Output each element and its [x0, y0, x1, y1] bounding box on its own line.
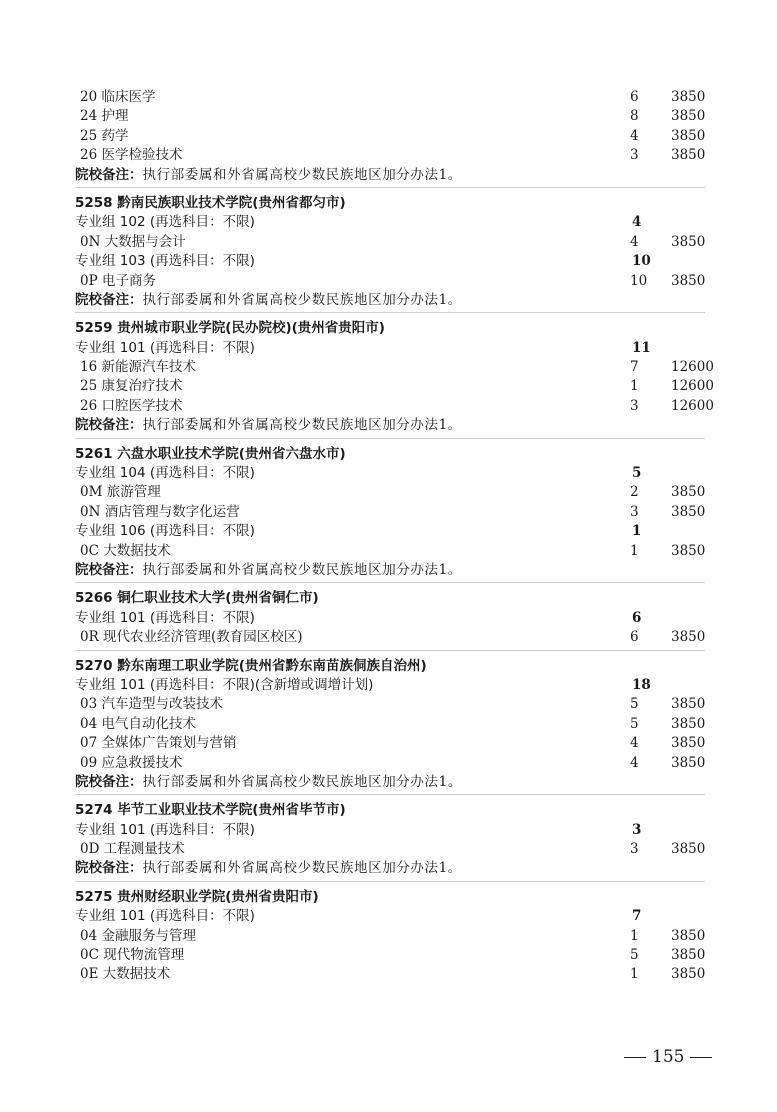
tuition-fee: 3850: [671, 233, 706, 250]
major-row: [0, 377, 777, 396]
major-row: [0, 107, 777, 126]
major-name: 0P 电子商务: [80, 272, 156, 289]
school-header: [0, 888, 777, 907]
major-name: 09 应急救援技术: [80, 754, 183, 771]
school-name: 5275 贵州财经职业学院(贵州省贵阳市): [75, 888, 319, 905]
school-name: 5270 黔东南理工职业学院(贵州省黔东南苗族侗族自治州): [75, 657, 427, 674]
note-content: [75, 416, 462, 435]
major-group-row: [0, 252, 777, 271]
tuition-fee: 12600: [671, 378, 714, 395]
major-group-row: [0, 213, 777, 232]
school-name: 5261 六盘水职业技术学院(贵州省六盘水市): [75, 445, 346, 462]
tuition-fee: 3850: [671, 696, 706, 713]
major-name: 04 金融服务与管理: [80, 927, 196, 944]
major-name: 20 临床医学: [80, 89, 156, 105]
tuition-fee: 3850: [671, 629, 706, 646]
major-row: [0, 695, 777, 714]
footer-dash-right: [690, 1057, 712, 1058]
section-divider: [0, 580, 777, 586]
tuition-fee: 3850: [671, 147, 706, 164]
note-text: 执行部委属和外省属高校少数民族地区加分办法1。: [142, 166, 462, 183]
plan-count: 1: [630, 927, 639, 944]
school-note: [0, 416, 777, 435]
page-number: 155: [652, 1047, 685, 1067]
tuition-fee: 3850: [671, 272, 706, 289]
plan-count: 1: [630, 378, 639, 395]
tuition-fee: 12600: [671, 359, 714, 376]
note-text: 执行部委属和外省属高校少数民族地区加分办法1。: [142, 773, 462, 790]
major-row: [0, 965, 777, 984]
page-footer: [618, 1047, 718, 1067]
plan-count: 7: [632, 908, 642, 925]
school-note: [0, 773, 777, 792]
plan-count: 8: [630, 108, 639, 125]
note-label: 院校备注：: [75, 561, 143, 578]
school-header: [0, 589, 777, 608]
major-row: [0, 397, 777, 416]
major-row: [0, 542, 777, 561]
footer-dash-left: [624, 1057, 646, 1058]
plan-count: 3: [630, 397, 639, 414]
tuition-fee: 3850: [671, 89, 706, 105]
group-name: 专业组 106 (再选科目：不限): [75, 523, 255, 540]
note-label: 院校备注：: [75, 291, 143, 308]
group-name: 专业组 103 (再选科目：不限): [75, 253, 255, 270]
plan-count: 10: [632, 253, 651, 270]
school-header: [0, 319, 777, 338]
section-divider: [0, 310, 777, 316]
major-group-row: [0, 339, 777, 358]
plan-count: 3: [632, 821, 642, 838]
plan-count: 5: [630, 715, 639, 732]
tuition-fee: 3850: [671, 754, 706, 771]
tuition-fee: 3850: [671, 715, 706, 732]
tuition-fee: 3850: [671, 927, 706, 944]
major-row: [0, 715, 777, 734]
major-row: [0, 628, 777, 647]
note-text: 执行部委属和外省属高校少数民族地区加分办法1。: [142, 291, 462, 308]
major-name: 25 药学: [80, 127, 129, 144]
plan-count: 6: [630, 629, 639, 646]
school-note: [0, 859, 777, 878]
major-name: 0D 工程测量技术: [80, 841, 185, 858]
school-name: 5259 贵州城市职业学院(民办院校)(贵州省贵阳市): [75, 320, 385, 337]
note-text: 执行部委属和外省属高校少数民族地区加分办法1。: [142, 417, 462, 434]
major-name: 03 汽车造型与改装技术: [80, 696, 223, 713]
plan-count: 4: [630, 127, 639, 144]
tuition-fee: 3850: [671, 966, 706, 983]
school-name: 5274 毕节工业职业技术学院(贵州省毕节市): [75, 802, 346, 819]
section-divider: [0, 648, 777, 654]
note-label: 院校备注：: [75, 860, 143, 877]
school-note: [0, 561, 777, 580]
plan-count: 5: [630, 696, 639, 713]
major-name: 25 康复治疗技术: [80, 378, 183, 395]
plan-count: 6: [630, 89, 639, 105]
tuition-fee: 3850: [671, 542, 706, 559]
plan-count: 4: [630, 754, 639, 771]
plan-count: 4: [630, 233, 639, 250]
group-name: 专业组 101 (再选科目：不限)(含新增或调增计划): [75, 676, 374, 693]
major-group-row: [0, 522, 777, 541]
school-header: [0, 657, 777, 676]
note-content: [75, 166, 462, 185]
group-name: 专业组 101 (再选科目：不限): [75, 821, 255, 838]
school-header: [0, 194, 777, 213]
major-row: [0, 233, 777, 252]
school-name: 5258 黔南民族职业技术学院(贵州省都匀市): [75, 194, 346, 211]
major-group-row: [0, 907, 777, 926]
group-name: 专业组 104 (再选科目：不限): [75, 465, 255, 482]
plan-count: 4: [630, 735, 639, 752]
school-note: [0, 291, 777, 310]
plan-count: 1: [630, 966, 639, 983]
section-divider: [0, 879, 777, 885]
major-name: 26 口腔医学技术: [80, 397, 183, 414]
major-name: 0C 现代物流管理: [80, 947, 185, 964]
major-name: 16 新能源汽车技术: [80, 359, 196, 376]
major-row: [0, 946, 777, 965]
tuition-fee: 3850: [671, 503, 706, 520]
plan-count: 6: [632, 609, 642, 626]
major-group-row: [0, 464, 777, 483]
school-header: [0, 445, 777, 464]
group-name: 专业组 102 (再选科目：不限): [75, 214, 255, 231]
plan-count: 1: [632, 523, 642, 540]
major-row: [0, 88, 777, 107]
major-row: [0, 754, 777, 773]
plan-count: 2: [630, 484, 639, 501]
admission-plan-list: [0, 88, 777, 985]
note-text: 执行部委属和外省属高校少数民族地区加分办法1。: [142, 561, 462, 578]
major-row: [0, 146, 777, 165]
tuition-fee: 3850: [671, 108, 706, 125]
plan-count: 3: [630, 503, 639, 520]
school-note: [0, 166, 777, 185]
major-row: [0, 503, 777, 522]
major-name: 0N 酒店管理与数字化运营: [80, 503, 240, 520]
tuition-fee: 3850: [671, 484, 706, 501]
major-name: 04 电气自动化技术: [80, 715, 196, 732]
tuition-fee: 3850: [671, 947, 706, 964]
note-content: [75, 561, 462, 580]
note-label: 院校备注：: [75, 773, 143, 790]
note-text: 执行部委属和外省属高校少数民族地区加分办法1。: [142, 860, 462, 877]
section-divider: [0, 185, 777, 191]
tuition-fee: 3850: [671, 127, 706, 144]
note-content: [75, 291, 462, 310]
note-label: 院校备注：: [75, 417, 143, 434]
major-row: [0, 927, 777, 946]
tuition-fee: 3850: [671, 735, 706, 752]
section-divider: [0, 436, 777, 442]
tuition-fee: 12600: [671, 397, 714, 414]
plan-count: 5: [632, 465, 642, 482]
tuition-fee: 3850: [671, 841, 706, 858]
plan-count: 3: [630, 841, 639, 858]
plan-count: 10: [630, 272, 648, 289]
major-name: 0R 现代农业经济管理(教育园区校区): [80, 629, 303, 646]
major-name: 0C 大数据技术: [80, 542, 171, 559]
plan-count: 18: [632, 676, 651, 693]
major-group-row: [0, 676, 777, 695]
plan-count: 11: [632, 339, 651, 356]
section-divider: [0, 792, 777, 798]
plan-count: 5: [630, 947, 639, 964]
major-name: 0N 大数据与会计: [80, 233, 186, 250]
major-name: 26 医学检验技术: [80, 147, 183, 164]
note-label: 院校备注：: [75, 166, 143, 183]
school-name: 5266 铜仁职业技术大学(贵州省铜仁市): [75, 590, 319, 607]
group-name: 专业组 101 (再选科目：不限): [75, 339, 255, 356]
major-name: 07 全媒体广告策划与营销: [80, 735, 237, 752]
major-name: 24 护理: [80, 108, 129, 125]
major-group-row: [0, 821, 777, 840]
group-name: 专业组 101 (再选科目：不限): [75, 908, 255, 925]
plan-count: 4: [632, 214, 642, 231]
group-name: 专业组 101 (再选科目：不限): [75, 609, 255, 626]
plan-count: 1: [630, 542, 639, 559]
major-row: [0, 840, 777, 859]
major-row: [0, 358, 777, 377]
major-row: [0, 483, 777, 502]
major-row: [0, 127, 777, 146]
major-row: [0, 734, 777, 753]
note-content: [75, 773, 462, 792]
plan-count: 7: [630, 359, 639, 376]
major-row: [0, 272, 777, 291]
note-content: [75, 859, 462, 878]
major-name: 0M 旅游管理: [80, 484, 161, 501]
school-header: [0, 801, 777, 820]
major-name: 0E 大数据技术: [80, 966, 171, 983]
plan-count: 3: [630, 147, 639, 164]
major-group-row: [0, 609, 777, 628]
